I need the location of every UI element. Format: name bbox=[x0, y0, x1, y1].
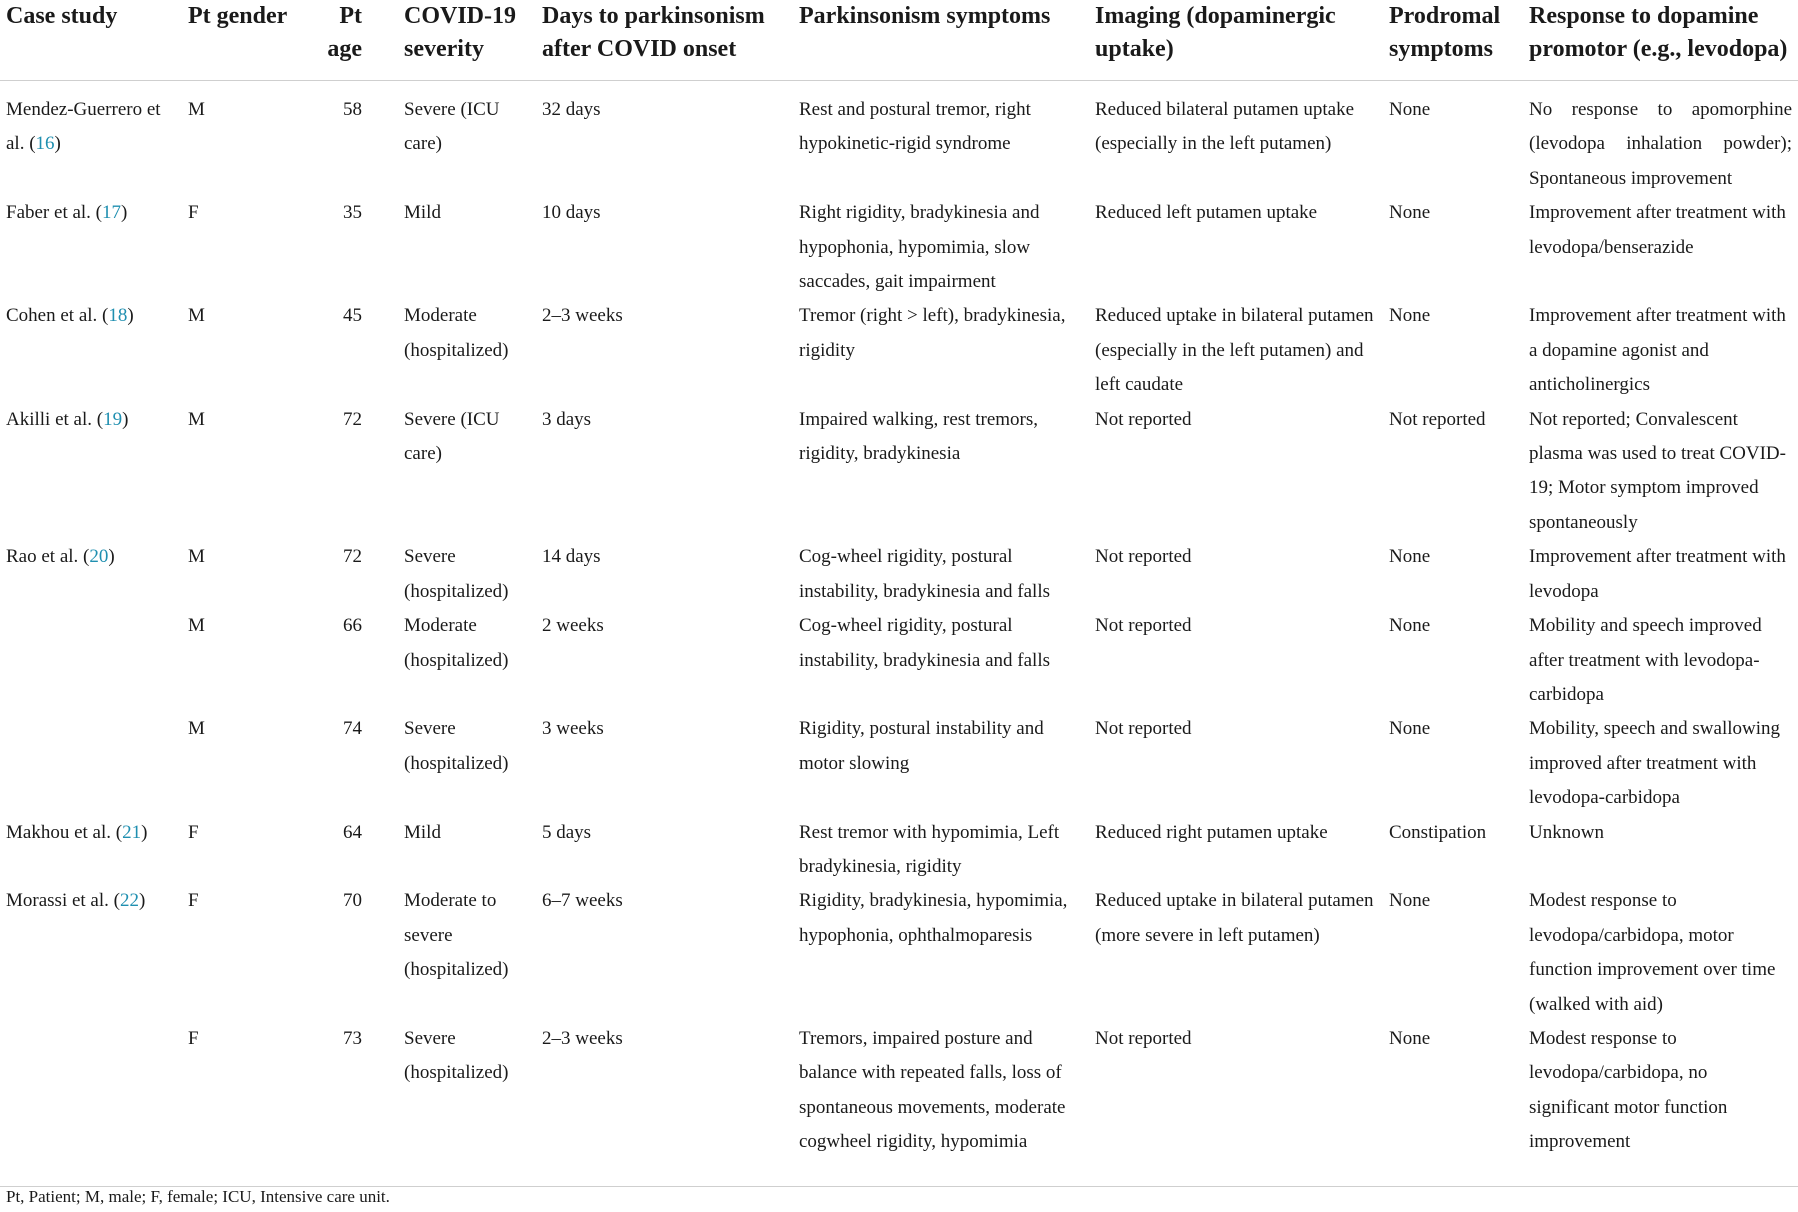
cell-case-study bbox=[0, 712, 182, 815]
cell-prodromal: None bbox=[1389, 99, 1431, 120]
cell-age: 58 bbox=[343, 99, 362, 120]
cell-response: Mobility and speech improved after treatment with levodopa-carbidopa bbox=[1529, 615, 1762, 705]
cell-gender: M bbox=[188, 99, 205, 120]
table-row bbox=[0, 712, 1798, 815]
cell-age: 70 bbox=[343, 890, 362, 912]
cell-response: Mobility, speech and swallowing improved after treatment with levodopa-carbidopa bbox=[1529, 718, 1781, 809]
cell-age: 35 bbox=[343, 202, 362, 224]
cell-prodromal: None bbox=[1389, 718, 1431, 740]
header-severity: COVID-19 severity bbox=[398, 0, 536, 81]
cell-severity: Moderate to severe (hospitalized) bbox=[404, 890, 509, 981]
table-row bbox=[0, 884, 1798, 1022]
cell-prodromal: Constipation bbox=[1389, 821, 1487, 843]
cell-symptoms: Rigidity, bradykinesia, hypomimia, hypophonia, ophthalmoparesis bbox=[799, 890, 1068, 946]
cell-case-study bbox=[0, 81, 182, 197]
cell-severity: Moderate (hospitalized) bbox=[404, 615, 509, 671]
table-row bbox=[0, 540, 1798, 609]
reference-link[interactable]: 16 bbox=[35, 133, 55, 155]
case-study-paren: ) bbox=[121, 202, 128, 224]
header-response: Response to dopamine promotor (e.g., levodopa) bbox=[1523, 0, 1798, 81]
cell-case-study bbox=[0, 196, 182, 299]
cell-symptoms: Rest tremor with hypomimia, Left bradykinesia, rigidity bbox=[799, 821, 1060, 877]
table-row bbox=[0, 403, 1798, 541]
cell-severity: Moderate (hospitalized) bbox=[404, 305, 509, 361]
cell-case-study bbox=[0, 1022, 182, 1186]
case-study-name: Makhou et al. ( bbox=[6, 821, 123, 843]
cell-symptoms: Rest and postural tremor, right hypokinetic-rigid syndrome bbox=[799, 99, 1031, 155]
cell-age: 45 bbox=[343, 305, 362, 327]
cell-age: 72 bbox=[343, 546, 362, 568]
cell-gender: M bbox=[188, 546, 205, 568]
cell-imaging: Not reported bbox=[1095, 546, 1192, 568]
case-study-paren: ) bbox=[127, 305, 134, 327]
cell-imaging: Reduced uptake in bilateral putamen (especially in the left putamen) and left caudate bbox=[1095, 305, 1374, 396]
cell-response: Improvement after treatment with levodopa/benserazide bbox=[1529, 202, 1786, 258]
cell-prodromal: None bbox=[1383, 1022, 1523, 1186]
cell-prodromal: Not reported bbox=[1389, 408, 1486, 430]
cell-case-study bbox=[0, 540, 182, 609]
case-study-paren: ) bbox=[54, 133, 61, 155]
cell-imaging: Reduced uptake in bilateral putamen (more severe in left putamen) bbox=[1095, 890, 1374, 946]
reference-link[interactable]: 20 bbox=[89, 546, 109, 568]
cell-days: 32 days bbox=[542, 99, 601, 120]
header-row bbox=[0, 0, 1798, 81]
case-study-paren: ) bbox=[108, 546, 115, 568]
header-days: Days to parkinsonism after COVID onset bbox=[536, 0, 793, 81]
header-prodromal: Prodromal symptoms bbox=[1383, 0, 1523, 81]
cell-case-study bbox=[0, 609, 182, 712]
case-study-paren: ) bbox=[141, 821, 148, 843]
cell-days: 6–7 weeks bbox=[542, 890, 623, 912]
cell-days: 2–3 weeks bbox=[536, 1022, 793, 1186]
header-imaging: Imaging (dopaminergic uptake) bbox=[1089, 0, 1383, 81]
reference-link[interactable]: 22 bbox=[119, 890, 139, 912]
cell-gender: F bbox=[182, 1022, 304, 1186]
cell-gender: M bbox=[188, 305, 205, 327]
cell-severity: Mild bbox=[404, 821, 441, 843]
cell-prodromal: None bbox=[1389, 202, 1431, 224]
cell-gender: M bbox=[188, 718, 205, 740]
cell-case-study bbox=[0, 403, 182, 541]
cell-case-study bbox=[0, 816, 182, 885]
cell-imaging: Reduced right putamen uptake bbox=[1095, 821, 1328, 843]
cell-severity: Severe (ICU care) bbox=[404, 99, 500, 155]
cell-age: 72 bbox=[343, 408, 362, 430]
table-row bbox=[0, 81, 1798, 197]
cell-response: Modest response to levodopa/carbidopa, no significant motor function improvement bbox=[1523, 1022, 1798, 1186]
cell-response: No response to apomorphine (levodopa inhalation powder); Spontaneous improvement bbox=[1529, 99, 1792, 189]
case-study-name: Akilli et al. ( bbox=[6, 408, 104, 430]
case-study-paren: ) bbox=[138, 890, 146, 912]
cell-prodromal: None bbox=[1389, 890, 1431, 912]
table-body bbox=[0, 81, 1798, 1187]
cell-days: 2–3 weeks bbox=[542, 305, 623, 327]
cell-imaging: Reduced bilateral putamen uptake (especially in the left putamen) bbox=[1095, 99, 1355, 155]
cell-response: Modest response to levodopa/carbidopa, motor function improvement over time (walked with aid) bbox=[1529, 890, 1776, 1015]
cell-case-study bbox=[0, 884, 182, 1022]
cell-severity: Severe (hospitalized) bbox=[404, 546, 509, 602]
cell-imaging: Not reported bbox=[1095, 718, 1192, 740]
cell-response: Improvement after treatment with a dopamine agonist and anticholinergics bbox=[1529, 305, 1786, 396]
cell-response: Improvement after treatment with levodopa bbox=[1529, 546, 1786, 602]
cell-gender: F bbox=[188, 821, 199, 843]
cell-days: 5 days bbox=[542, 821, 592, 843]
reference-link[interactable]: 21 bbox=[122, 821, 142, 843]
case-study-name: Cohen et al. ( bbox=[6, 305, 109, 327]
header-gender: Pt gender bbox=[182, 0, 304, 81]
cell-gender: M bbox=[188, 408, 205, 430]
case-study-name: Rao et al. ( bbox=[6, 546, 90, 568]
cell-days: 2 weeks bbox=[542, 615, 604, 637]
cell-imaging: Not reported bbox=[1095, 615, 1192, 637]
header-age: Pt age bbox=[304, 0, 398, 81]
cell-symptoms: Tremors, impaired posture and balance with repeated falls, loss of spontaneous movements, moderate cogwheel rigidity, hypomimia bbox=[793, 1022, 1089, 1186]
cell-severity: Mild bbox=[404, 202, 441, 224]
header-symptoms: Parkinsonism symptoms bbox=[793, 0, 1089, 81]
cell-symptoms: Tremor (right > left), bradykinesia, rigidity bbox=[799, 305, 1066, 361]
cell-symptoms: Right rigidity, bradykinesia and hypophonia, hypomimia, slow saccades, gait impairment bbox=[799, 202, 1040, 293]
cell-days: 14 days bbox=[542, 546, 601, 568]
cell-days: 10 days bbox=[542, 202, 601, 224]
cell-imaging: Not reported bbox=[1095, 408, 1192, 430]
cell-response: Not reported; Convalescent plasma was used to treat COVID-19; Motor symptom improved spontaneously bbox=[1529, 408, 1786, 533]
cell-response: Unknown bbox=[1529, 821, 1604, 843]
cell-gender: M bbox=[188, 615, 205, 637]
header-case-study: Case study bbox=[0, 0, 182, 81]
reference-link[interactable]: 17 bbox=[102, 202, 122, 224]
reference-link[interactable]: 19 bbox=[103, 408, 123, 430]
cell-case-study bbox=[0, 299, 182, 402]
case-study-name: Mendez-Guerrero et al. ( bbox=[6, 99, 161, 155]
cell-symptoms: Cog-wheel rigidity, postural instability, bradykinesia and falls bbox=[799, 546, 1050, 602]
case-study-paren: ) bbox=[122, 408, 129, 430]
cell-age: 64 bbox=[343, 821, 362, 843]
cell-imaging: Reduced left putamen uptake bbox=[1095, 202, 1318, 224]
cell-symptoms: Cog-wheel rigidity, postural instability, bradykinesia and falls bbox=[799, 615, 1050, 671]
cell-age: 73 bbox=[304, 1022, 398, 1186]
cell-imaging: Not reported bbox=[1089, 1022, 1383, 1186]
cell-age: 66 bbox=[343, 615, 362, 637]
table-row bbox=[0, 299, 1798, 402]
cell-gender: F bbox=[188, 890, 199, 912]
cell-severity: Severe (hospitalized) bbox=[404, 718, 509, 774]
cell-prodromal: None bbox=[1389, 546, 1431, 568]
table-footnote: Pt, Patient; M, male; F, female; ICU, Intensive care unit. bbox=[6, 1187, 390, 1206]
cell-symptoms: Impaired walking, rest tremors, rigidity, bradykinesia bbox=[799, 408, 1039, 465]
reference-link[interactable]: 18 bbox=[108, 305, 128, 327]
table-row bbox=[0, 609, 1798, 712]
case-study-name: Faber et al. ( bbox=[6, 202, 103, 224]
case-study-name: Morassi et al. ( bbox=[6, 890, 120, 912]
table-row bbox=[0, 1022, 1798, 1186]
cell-age: 74 bbox=[343, 718, 362, 740]
table-row bbox=[0, 196, 1798, 299]
cell-days: 3 days bbox=[542, 408, 592, 430]
cell-gender: F bbox=[188, 202, 199, 224]
cell-prodromal: None bbox=[1389, 305, 1431, 327]
cell-severity: Severe (hospitalized) bbox=[398, 1022, 536, 1186]
cell-symptoms: Rigidity, postural instability and motor slowing bbox=[799, 718, 1044, 774]
table-row bbox=[0, 816, 1798, 885]
cell-prodromal: None bbox=[1389, 615, 1431, 637]
cell-severity: Severe (ICU care) bbox=[404, 408, 500, 465]
cell-days: 3 weeks bbox=[542, 718, 604, 740]
